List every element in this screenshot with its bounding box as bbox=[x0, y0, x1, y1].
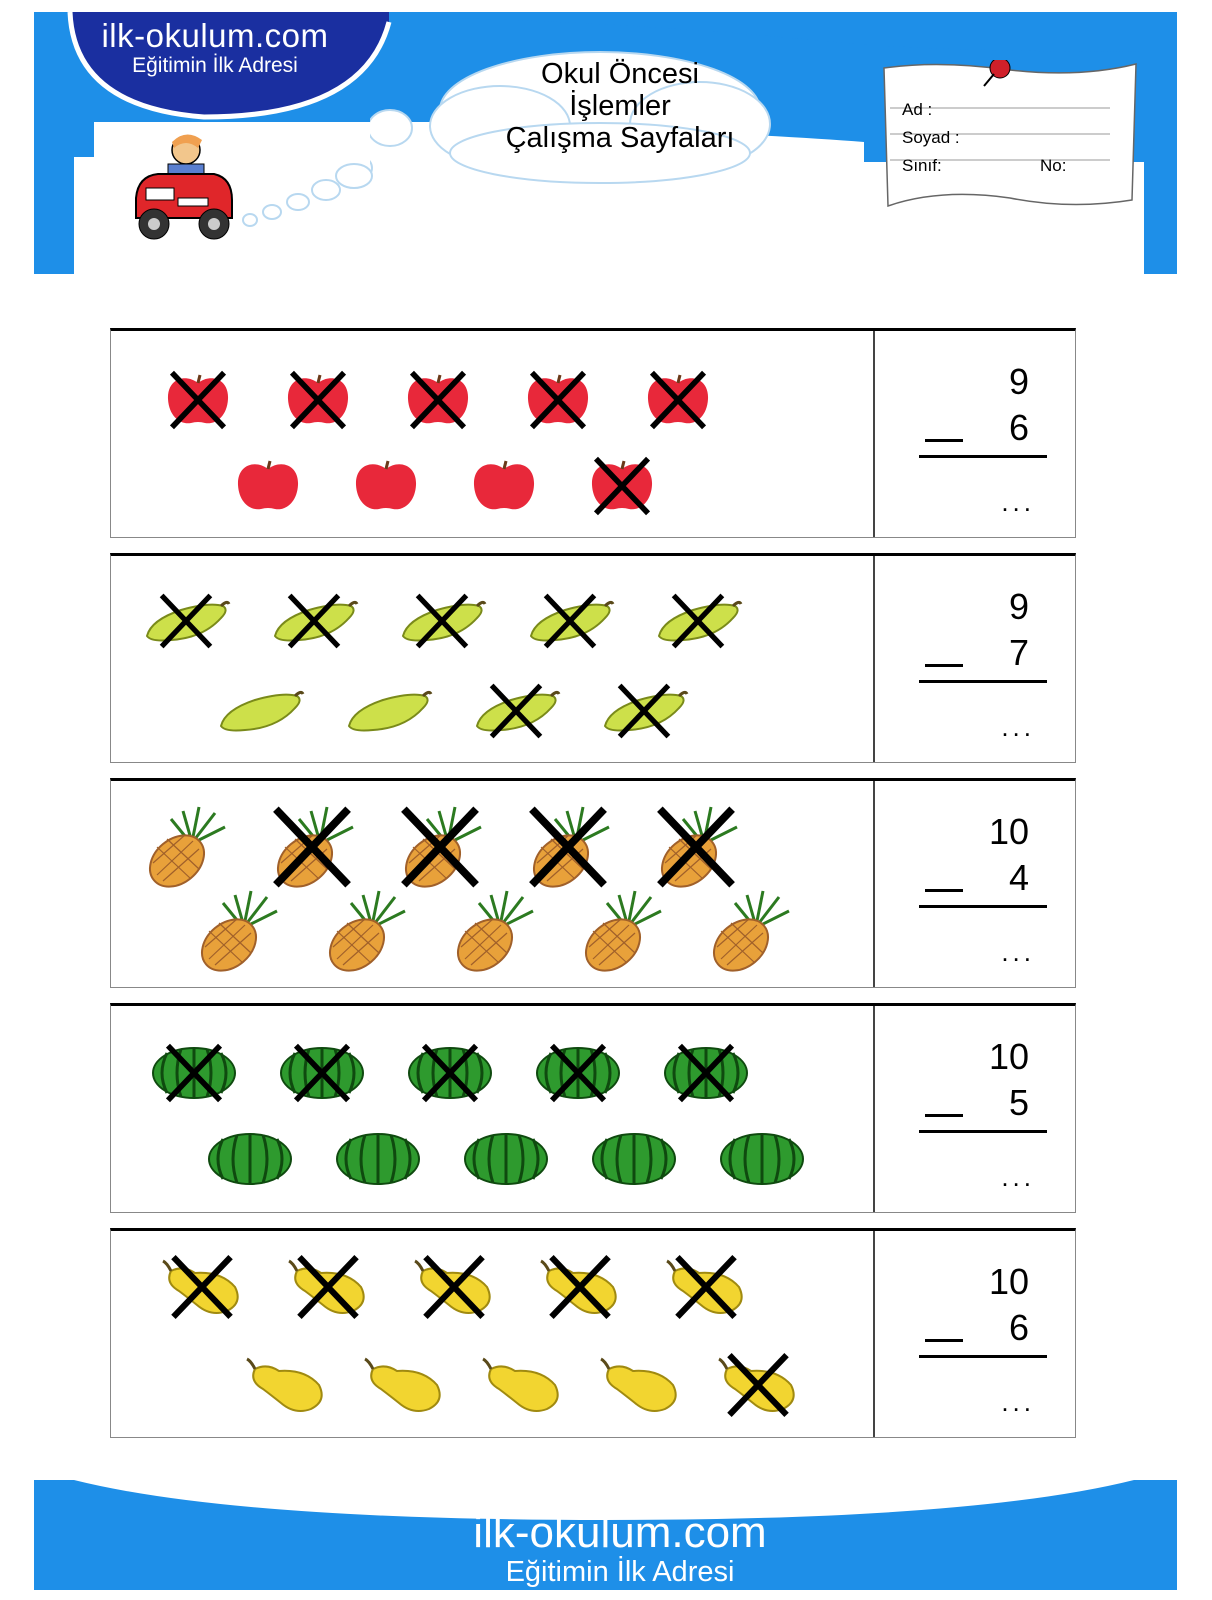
cloud-bubbles bbox=[236, 160, 376, 230]
footer-logo bbox=[340, 1510, 900, 1588]
subtraction-problem bbox=[875, 1231, 1075, 1437]
watermelon-icon bbox=[151, 1046, 237, 1100]
mango-icon bbox=[653, 596, 743, 646]
subtrahend: 7 bbox=[1008, 632, 1029, 673]
subtraction-problem bbox=[875, 1006, 1075, 1212]
exercise-row bbox=[110, 1003, 1076, 1213]
ad-label: Ad : bbox=[902, 100, 933, 119]
header-tagline: Eğitimin İlk Adresi bbox=[132, 54, 298, 77]
watermelon-icon bbox=[207, 1132, 293, 1186]
watermelon-icon bbox=[719, 1132, 805, 1186]
answer-blank[interactable]: ... bbox=[1001, 937, 1035, 967]
minuend: 10 bbox=[988, 1261, 1029, 1302]
minus-sign bbox=[925, 889, 963, 892]
footer-site-name: ilk-okulum.com bbox=[473, 1508, 767, 1557]
pineapple-icon bbox=[321, 889, 407, 973]
cross-out-icon bbox=[405, 369, 471, 431]
fruit-group bbox=[111, 1006, 873, 1212]
pineapple-icon bbox=[141, 805, 227, 889]
mango-icon bbox=[471, 686, 561, 736]
watermelon-icon bbox=[335, 1132, 421, 1186]
cross-out-icon bbox=[535, 1042, 621, 1104]
mango-icon bbox=[141, 596, 231, 646]
cross-out-icon bbox=[589, 455, 655, 517]
cross-out-icon bbox=[285, 369, 351, 431]
cross-out-icon bbox=[397, 592, 487, 650]
cross-out-icon bbox=[269, 592, 359, 650]
pear-icon bbox=[717, 1355, 799, 1415]
subtraction-problem bbox=[875, 331, 1075, 537]
answer-rule bbox=[919, 455, 1047, 458]
mango-icon bbox=[343, 686, 433, 736]
exercise-row bbox=[110, 778, 1076, 988]
cross-out-icon bbox=[525, 801, 611, 893]
exercise-row bbox=[110, 328, 1076, 538]
answer-blank[interactable]: ... bbox=[1001, 487, 1035, 517]
pineapple-icon bbox=[705, 889, 791, 973]
cross-out-icon bbox=[525, 592, 615, 650]
cross-out-icon bbox=[653, 592, 743, 650]
pear-icon bbox=[161, 1257, 243, 1317]
cross-out-icon bbox=[525, 369, 591, 431]
apple-icon bbox=[285, 373, 351, 427]
no-label: No: bbox=[1040, 156, 1067, 175]
soyad-label: Soyad : bbox=[902, 128, 960, 147]
cross-out-icon bbox=[413, 1253, 495, 1321]
cross-out-icon bbox=[645, 369, 711, 431]
car-mascot-icon bbox=[128, 128, 240, 248]
pineapple-icon bbox=[397, 805, 483, 889]
apple-icon bbox=[405, 373, 471, 427]
apple-icon bbox=[525, 373, 591, 427]
watermelon-icon bbox=[535, 1046, 621, 1100]
apple-icon bbox=[165, 373, 231, 427]
minuend: 9 bbox=[1008, 586, 1029, 627]
apple-icon bbox=[645, 373, 711, 427]
cross-out-icon bbox=[407, 1042, 493, 1104]
pear-icon bbox=[413, 1257, 495, 1317]
pear-icon bbox=[287, 1257, 369, 1317]
sinif-label: Sınıf: bbox=[902, 156, 942, 175]
fruit-group bbox=[111, 1231, 873, 1437]
minus-sign bbox=[925, 664, 963, 667]
cross-out-icon bbox=[141, 592, 231, 650]
answer-rule bbox=[919, 680, 1047, 683]
cross-out-icon bbox=[663, 1042, 749, 1104]
title-line-2: İşlemler bbox=[569, 90, 671, 122]
watermelon-icon bbox=[663, 1046, 749, 1100]
pineapple-icon bbox=[269, 805, 355, 889]
fruit-group bbox=[111, 781, 873, 987]
pineapple-icon bbox=[653, 805, 739, 889]
header-logo bbox=[60, 18, 370, 78]
cross-out-icon bbox=[151, 1042, 237, 1104]
apple-icon bbox=[589, 459, 655, 513]
mango-icon bbox=[525, 596, 615, 646]
pear-icon bbox=[539, 1257, 621, 1317]
cross-out-icon bbox=[165, 369, 231, 431]
subtrahend: 4 bbox=[1008, 857, 1029, 898]
subtrahend: 5 bbox=[1008, 1082, 1029, 1123]
watermelon-icon bbox=[407, 1046, 493, 1100]
subtrahend: 6 bbox=[1008, 1307, 1029, 1348]
subtraction-problem bbox=[875, 556, 1075, 762]
exercise-row bbox=[110, 1228, 1076, 1438]
mango-icon bbox=[269, 596, 359, 646]
exercise-row bbox=[110, 553, 1076, 763]
minus-sign bbox=[925, 1339, 963, 1342]
cross-out-icon bbox=[161, 1253, 243, 1321]
apple-icon bbox=[471, 459, 537, 513]
fruit-group bbox=[111, 331, 873, 537]
cross-out-icon bbox=[287, 1253, 369, 1321]
watermelon-icon bbox=[591, 1132, 677, 1186]
pear-icon bbox=[245, 1355, 327, 1415]
minus-sign bbox=[925, 439, 963, 442]
minuend: 10 bbox=[988, 1036, 1029, 1077]
cross-out-icon bbox=[279, 1042, 365, 1104]
fruit-group bbox=[111, 556, 873, 762]
cross-out-icon bbox=[599, 682, 689, 740]
mango-icon bbox=[397, 596, 487, 646]
apple-icon bbox=[235, 459, 301, 513]
mango-icon bbox=[215, 686, 305, 736]
cross-out-icon bbox=[397, 801, 483, 893]
answer-blank[interactable]: ... bbox=[1001, 712, 1035, 742]
title-line-3: Çalışma Sayfaları bbox=[505, 122, 735, 154]
subtraction-problem bbox=[875, 781, 1075, 987]
minuend: 9 bbox=[1008, 361, 1029, 402]
watermelon-icon bbox=[463, 1132, 549, 1186]
mango-icon bbox=[599, 686, 689, 736]
apple-icon bbox=[353, 459, 419, 513]
pear-icon bbox=[665, 1257, 747, 1317]
cross-out-icon bbox=[539, 1253, 621, 1321]
pear-icon bbox=[363, 1355, 445, 1415]
cross-out-icon bbox=[471, 682, 561, 740]
pineapple-icon bbox=[193, 889, 279, 973]
footer-tagline: Eğitimin İlk Adresi bbox=[505, 1556, 735, 1588]
cross-out-icon bbox=[653, 801, 739, 893]
pineapple-icon bbox=[449, 889, 535, 973]
cross-out-icon bbox=[269, 801, 355, 893]
answer-blank[interactable]: ... bbox=[1001, 1162, 1035, 1192]
pineapple-icon bbox=[577, 889, 663, 973]
worksheet-title bbox=[470, 58, 770, 154]
minuend: 10 bbox=[988, 811, 1029, 852]
answer-blank[interactable]: ... bbox=[1001, 1387, 1035, 1417]
answer-rule bbox=[919, 1355, 1047, 1358]
answer-rule bbox=[919, 1130, 1047, 1133]
cross-out-icon bbox=[717, 1351, 799, 1419]
header-site-name: ilk-okulum.com bbox=[101, 17, 329, 54]
pear-icon bbox=[599, 1355, 681, 1415]
pear-icon bbox=[481, 1355, 563, 1415]
minus-sign bbox=[925, 1114, 963, 1117]
watermelon-icon bbox=[279, 1046, 365, 1100]
answer-rule bbox=[919, 905, 1047, 908]
pineapple-icon bbox=[525, 805, 611, 889]
subtrahend: 6 bbox=[1008, 407, 1029, 448]
cross-out-icon bbox=[665, 1253, 747, 1321]
title-line-1: Okul Öncesi bbox=[541, 58, 699, 90]
